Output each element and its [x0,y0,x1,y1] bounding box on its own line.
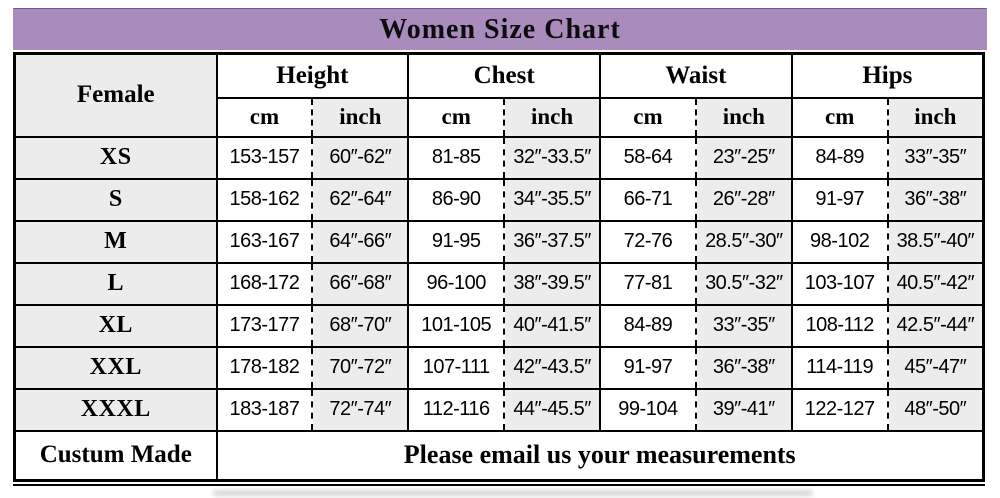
size-label: XXL [15,347,217,389]
value-cell-hips-cm: 91-97 [792,179,888,221]
custom-made-row [15,431,984,481]
value-cell-hips-inch: 48″-50″ [888,389,984,431]
value-cell-height-inch: 62″-64″ [312,179,408,221]
value-cell-chest-cm: 86-90 [408,179,504,221]
value-cell-waist-cm: 99-104 [600,389,696,431]
value-cell-waist-cm: 66-71 [600,179,696,221]
chart-title: Women Size Chart [379,13,621,45]
size-rows [15,137,984,431]
bottom-double-border-line [13,484,985,486]
value-cell-waist-inch: 36″-38″ [696,347,792,389]
unit-header-height-inch: inch [312,98,408,137]
value-cell-height-inch: 60″-62″ [312,137,408,179]
value-cell-height-cm: 168-172 [217,263,313,305]
value-cell-height-inch: 70″-72″ [312,347,408,389]
value-cell-chest-cm: 107-111 [408,347,504,389]
value-cell-chest-cm: 91-95 [408,221,504,263]
value-cell-height-inch: 72″-74″ [312,389,408,431]
size-label: L [15,263,217,305]
col-group-chest: Chest [408,54,600,98]
value-cell-hips-inch: 45″-47″ [888,347,984,389]
table-row [15,221,984,263]
value-cell-chest-cm: 101-105 [408,305,504,347]
value-cell-height-cm: 153-157 [217,137,313,179]
size-label: M [15,221,217,263]
value-cell-waist-cm: 77-81 [600,263,696,305]
value-cell-height-inch: 68″-70″ [312,305,408,347]
size-table-footer [15,431,984,481]
value-cell-height-inch: 66″-68″ [312,263,408,305]
value-cell-waist-inch: 28.5″-30″ [696,221,792,263]
value-cell-chest-inch: 32″-33.5″ [504,137,600,179]
custom-made-label: Custum Made [15,431,217,481]
value-cell-waist-inch: 23″-25″ [696,137,792,179]
unit-header-waist-inch: inch [696,98,792,137]
value-cell-chest-inch: 44″-45.5″ [504,389,600,431]
table-row [15,137,984,179]
value-cell-waist-cm: 84-89 [600,305,696,347]
unit-header-hips-cm: cm [792,98,888,137]
unit-header-height-cm: cm [217,98,313,137]
value-cell-chest-inch: 34″-35.5″ [504,179,600,221]
value-cell-waist-inch: 30.5″-32″ [696,263,792,305]
value-cell-hips-inch: 42.5″-44″ [888,305,984,347]
size-label: XS [15,137,217,179]
value-cell-hips-cm: 103-107 [792,263,888,305]
value-cell-hips-cm: 122-127 [792,389,888,431]
value-cell-hips-cm: 108-112 [792,305,888,347]
col-group-hips: Hips [792,54,984,98]
value-cell-height-cm: 173-177 [217,305,313,347]
unit-header-waist-cm: cm [600,98,696,137]
group-header-row [15,54,984,98]
value-cell-waist-inch: 33″-35″ [696,305,792,347]
col-group-waist: Waist [600,54,792,98]
size-label: XL [15,305,217,347]
col-group-height: Height [217,54,409,98]
value-cell-chest-inch: 36″-37.5″ [504,221,600,263]
table-row [15,389,984,431]
unit-header-chest-cm: cm [408,98,504,137]
value-cell-height-cm: 183-187 [217,389,313,431]
value-cell-waist-cm: 58-64 [600,137,696,179]
value-cell-chest-inch: 40″-41.5″ [504,305,600,347]
value-cell-chest-cm: 112-116 [408,389,504,431]
value-cell-hips-inch: 33″-35″ [888,137,984,179]
size-label: S [15,179,217,221]
unit-header-hips-inch: inch [888,98,984,137]
table-row [15,305,984,347]
value-cell-height-inch: 64″-66″ [312,221,408,263]
value-cell-hips-cm: 98-102 [792,221,888,263]
value-cell-hips-inch: 36″-38″ [888,179,984,221]
value-cell-waist-cm: 72-76 [600,221,696,263]
value-cell-height-cm: 178-182 [217,347,313,389]
size-table-header [15,54,984,137]
size-table [13,52,985,482]
value-cell-waist-inch: 26″-28″ [696,179,792,221]
value-cell-chest-inch: 38″-39.5″ [504,263,600,305]
value-cell-hips-inch: 40.5″-42″ [888,263,984,305]
cutoff-text-strip [213,490,813,496]
value-cell-chest-cm: 96-100 [408,263,504,305]
value-cell-height-cm: 163-167 [217,221,313,263]
value-cell-height-cm: 158-162 [217,179,313,221]
table-row [15,347,984,389]
table-row [15,263,984,305]
value-cell-hips-cm: 84-89 [792,137,888,179]
unit-header-chest-inch: inch [504,98,600,137]
table-row [15,179,984,221]
value-cell-waist-cm: 91-97 [600,347,696,389]
corner-header-female: Female [15,54,217,137]
value-cell-hips-inch: 38.5″-40″ [888,221,984,263]
value-cell-chest-inch: 42″-43.5″ [504,347,600,389]
custom-made-message: Please email us your measurements [217,431,984,481]
value-cell-hips-cm: 114-119 [792,347,888,389]
value-cell-chest-cm: 81-85 [408,137,504,179]
chart-title-bar [13,8,987,50]
size-label: XXXL [15,389,217,431]
value-cell-waist-inch: 39″-41″ [696,389,792,431]
